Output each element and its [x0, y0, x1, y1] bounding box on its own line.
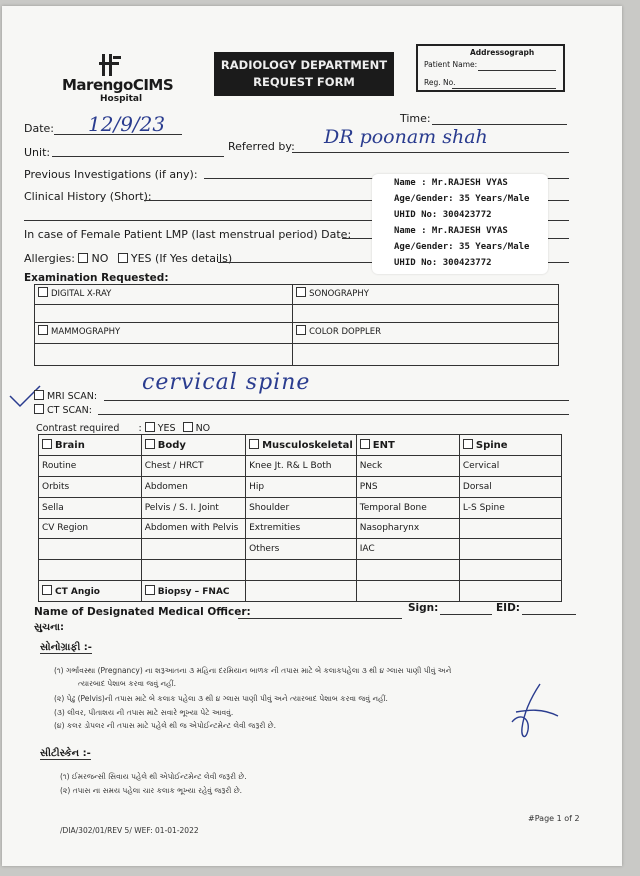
header-body[interactable]	[141, 435, 245, 456]
header-spine[interactable]	[459, 435, 561, 456]
table-row	[39, 476, 562, 497]
clinical-history-label: Clinical History (Short):	[24, 190, 152, 203]
page-number: #Page 1 of 2	[528, 814, 580, 823]
medical-officer-label: Name of Designated Medical Officer:	[34, 606, 251, 618]
grid-cell[interactable]: Chest / HRCT	[141, 455, 245, 476]
referred-by-label: Referred by:	[228, 140, 295, 153]
exam-blank-3	[35, 343, 293, 365]
body-region-table	[38, 434, 562, 602]
grid-cell[interactable]: Abdomen	[141, 476, 245, 497]
contrast-yes-label: YES	[157, 423, 176, 434]
form-title-line1: RADIOLOGY DEPARTMENT	[220, 58, 388, 72]
sono-instruction-2: (૨) પેઢુ (Pelvis)ની તપાસ માટે બે કલાક પહેલા ૩ થી ૪ ગ્લાસ પાણી પીવું અને ત્યારબાદ પેશાબ કરવા જવું નહીં.	[54, 694, 388, 703]
ct-angio-label: CT Angio	[55, 587, 100, 598]
sticker-name-2: Name : Mr.RAJESH VYAS	[394, 226, 508, 236]
grid-cell[interactable]: L-S Spine	[459, 497, 561, 518]
allergies-label-text: Allergies:	[24, 252, 75, 265]
patient-name-field[interactable]	[478, 70, 556, 71]
header-ent-label: ENT	[372, 439, 395, 451]
doctor-signature-icon	[502, 682, 562, 744]
sticker-age-gender-1: Age/Gender: 35 Years/Male	[394, 194, 530, 204]
addressograph-box	[416, 44, 565, 92]
header-musculoskeletal-label: Musculoskeletal	[262, 439, 353, 451]
grid-cell[interactable]: Dorsal	[459, 476, 561, 497]
eid-field[interactable]	[522, 614, 576, 615]
exam-blank-1	[35, 305, 293, 323]
grid-cell[interactable]: Cervical	[459, 455, 561, 476]
referred-by-field[interactable]	[292, 152, 569, 153]
grid-cell[interactable]	[141, 539, 245, 560]
digital-xray-checkbox[interactable]	[38, 287, 48, 297]
examination-table	[34, 284, 559, 366]
ct-scan-checkbox[interactable]	[34, 404, 44, 414]
digital-xray-label: DIGITAL X-RAY	[51, 289, 112, 299]
ct-instruction-1: (૧) ઈમરજન્સી સિવાય પહેલે થી એપોઈન્ટમેન્ટ લેવી જરૂરી છે.	[60, 772, 247, 781]
mammography-label: MAMMOGRAPHY	[51, 327, 121, 338]
examination-heading: Examination Requested:	[24, 272, 169, 284]
grid-cell[interactable]: Pelvis / S. I. Joint	[141, 497, 245, 518]
grid-cell[interactable]: Shoulder	[246, 497, 357, 518]
grid-cell[interactable]: IAC	[356, 539, 459, 560]
reg-no-label: Reg. No.	[424, 78, 456, 87]
mri-scan-label: MRI SCAN:	[47, 391, 98, 402]
medical-officer-field[interactable]	[238, 618, 402, 619]
eid-label: EID:	[496, 602, 520, 614]
mammography-checkbox[interactable]	[38, 325, 48, 335]
musculoskeletal-checkbox[interactable]	[249, 439, 259, 449]
patient-name-label: Patient Name:	[424, 60, 478, 69]
ct-scan-label: CT SCAN:	[47, 405, 92, 416]
hospital-logo-subtitle: Hospital	[100, 94, 143, 104]
hospital-logo-name: MarengoCIMS	[62, 76, 174, 94]
table-row	[39, 560, 562, 581]
grid-cell[interactable]	[459, 560, 561, 581]
sticker-age-gender-2: Age/Gender: 35 Years/Male	[394, 242, 530, 252]
grid-cell[interactable]: Neck	[356, 455, 459, 476]
biopsy-checkbox[interactable]	[145, 585, 155, 595]
header-body-label: Body	[157, 439, 186, 451]
contrast-yes-checkbox[interactable]	[145, 422, 155, 432]
date-label: Date:	[24, 122, 54, 135]
unit-label: Unit:	[24, 146, 51, 159]
grid-cell[interactable]: CV Region	[39, 518, 142, 539]
contrast-label: Contrast required	[36, 423, 120, 434]
time-field[interactable]	[432, 124, 567, 125]
spine-checkbox[interactable]	[463, 439, 473, 449]
biopsy-label: Biopsy – FNAC	[157, 587, 230, 598]
mri-scan-row	[34, 390, 97, 402]
sign-label: Sign:	[408, 602, 439, 614]
grid-cell[interactable]: Nasopharynx	[356, 518, 459, 539]
ct-scan-row	[34, 404, 92, 416]
form-title	[214, 52, 394, 96]
allergies-label	[24, 252, 232, 265]
sticker-uhid-2: UHID No: 300423772	[394, 258, 492, 268]
grid-blank-cell	[246, 581, 357, 602]
patient-sticker	[372, 174, 548, 274]
lmp-label: In case of Female Patient LMP (last menstrual period) Date:	[24, 228, 352, 241]
sign-field[interactable]	[440, 614, 492, 615]
mammography-cell[interactable]	[35, 323, 293, 343]
grid-cell[interactable]	[39, 560, 142, 581]
grid-cell[interactable]: Routine	[39, 455, 142, 476]
biopsy-cell[interactable]	[141, 581, 245, 602]
brain-checkbox[interactable]	[42, 439, 52, 449]
sono-instruction-3: (૩) લીવર, પીતાશય ની તપાસ માટે સવારે ભૂખ્યા પેટે આવવું.	[54, 708, 234, 717]
header-brain[interactable]	[39, 435, 142, 456]
sticker-uhid-1: UHID No: 300423772	[394, 210, 492, 220]
sticker-name-1: Name : Mr.RAJESH VYAS	[394, 178, 508, 188]
reg-no-field[interactable]	[452, 88, 556, 89]
date-value: 12/9/23	[88, 112, 166, 136]
contrast-no-label: NO	[195, 423, 211, 434]
allergies-no-label: NO	[91, 252, 109, 265]
sono-instruction-1-cont: ત્યારબાદ પેશાબ કરવા જવું નહીં.	[78, 679, 176, 688]
exam-blank-4	[293, 343, 559, 365]
grid-cell[interactable]	[39, 539, 142, 560]
table-row	[39, 455, 562, 476]
sonography-instructions-heading: સોનોગ્રાફી :-	[40, 642, 92, 653]
sonography-label: SONOGRAPHY	[309, 289, 369, 299]
grid-cell[interactable]: Others	[246, 539, 357, 560]
grid-cell[interactable]	[141, 560, 245, 581]
document-code: /DIA/302/01/REV 5/ WEF: 01-01-2022	[60, 826, 199, 835]
mri-scan-field[interactable]	[104, 400, 569, 401]
contrast-row: Contrast required : YES NO	[36, 423, 211, 434]
color-doppler-label: COLOR DOPPLER	[309, 327, 381, 338]
exam-blank-2	[293, 305, 559, 323]
hospital-logo-icon	[99, 54, 123, 76]
ct-angio-cell[interactable]	[39, 581, 142, 602]
mri-scan-value: cervical spine	[142, 370, 311, 395]
grid-blank-cell	[356, 581, 459, 602]
grid-cell[interactable]	[459, 539, 561, 560]
instructions-heading: સુચના:	[34, 622, 64, 633]
table-row	[39, 497, 562, 518]
referred-by-value: DR poonam shah	[324, 126, 488, 148]
color-doppler-cell[interactable]	[293, 323, 559, 343]
body-checkbox[interactable]	[145, 439, 155, 449]
grid-cell[interactable]: Extremities	[246, 518, 357, 539]
grid-blank-cell	[459, 581, 561, 602]
time-label: Time:	[400, 112, 431, 125]
sono-instruction-4: (૪) કલર ડોપલર ની તપાસ માટે પહેલે થી જ એપોઈન્ટમેન્ટ લેવી જરૂરી છે.	[54, 721, 276, 730]
mri-scan-checkbox[interactable]	[34, 390, 44, 400]
grid-cell[interactable]: Abdomen with Pelvis	[141, 518, 245, 539]
table-row	[39, 539, 562, 560]
grid-cell[interactable]: Orbits	[39, 476, 142, 497]
allergies-no-checkbox[interactable]	[78, 253, 88, 263]
table-row	[39, 518, 562, 539]
sonography-cell[interactable]	[293, 285, 559, 305]
digital-xray-cell[interactable]	[35, 285, 293, 305]
unit-field[interactable]	[52, 156, 224, 157]
header-spine-label: Spine	[475, 439, 508, 451]
grid-cell[interactable]	[356, 560, 459, 581]
color-doppler-checkbox[interactable]	[296, 325, 306, 335]
grid-cell[interactable]: Temporal Bone	[356, 497, 459, 518]
previous-investigations-label: Previous Investigations (if any):	[24, 168, 198, 181]
header-brain-label: Brain	[55, 439, 85, 451]
sono-instruction-1: (૧) ગર્ભાવસ્થા (Pregnancy) ના શરૂઆતના ૩ મહિના દરમિયાન બાળક ની તપાસ માટે બે કલાકપહેલા ૩ થી ૪ ગ્લાસ પાણી પીવું અને	[54, 666, 452, 675]
ct-instruction-2: (૨) તપાસ ના સમય પહેલા ચાર કલાક ભૂખ્યા રહેવું જરૂરી છે.	[60, 786, 243, 795]
header-musculoskeletal[interactable]	[246, 435, 357, 456]
grid-cell[interactable]: PNS	[356, 476, 459, 497]
ct-instructions-heading: સીટીસ્કેન :-	[40, 748, 91, 759]
ct-angio-checkbox[interactable]	[42, 585, 52, 595]
grid-cell[interactable]: Knee Jt. R& L Both	[246, 455, 357, 476]
grid-cell[interactable]	[459, 518, 561, 539]
addressograph-title: Addressograph	[470, 48, 535, 57]
contrast-no-checkbox[interactable]	[183, 422, 193, 432]
grid-cell[interactable]: Hip	[246, 476, 357, 497]
header-ent[interactable]	[356, 435, 459, 456]
allergies-yes-checkbox[interactable]	[118, 253, 128, 263]
form-title-line2: REQUEST FORM	[253, 75, 355, 89]
grid-cell[interactable]	[246, 560, 357, 581]
ent-checkbox[interactable]	[360, 439, 370, 449]
sonography-checkbox[interactable]	[296, 287, 306, 297]
ct-scan-field[interactable]	[98, 414, 569, 415]
allergies-yes-label: YES (If Yes details)	[130, 252, 233, 265]
form-page	[2, 6, 622, 866]
grid-cell[interactable]: Sella	[39, 497, 142, 518]
